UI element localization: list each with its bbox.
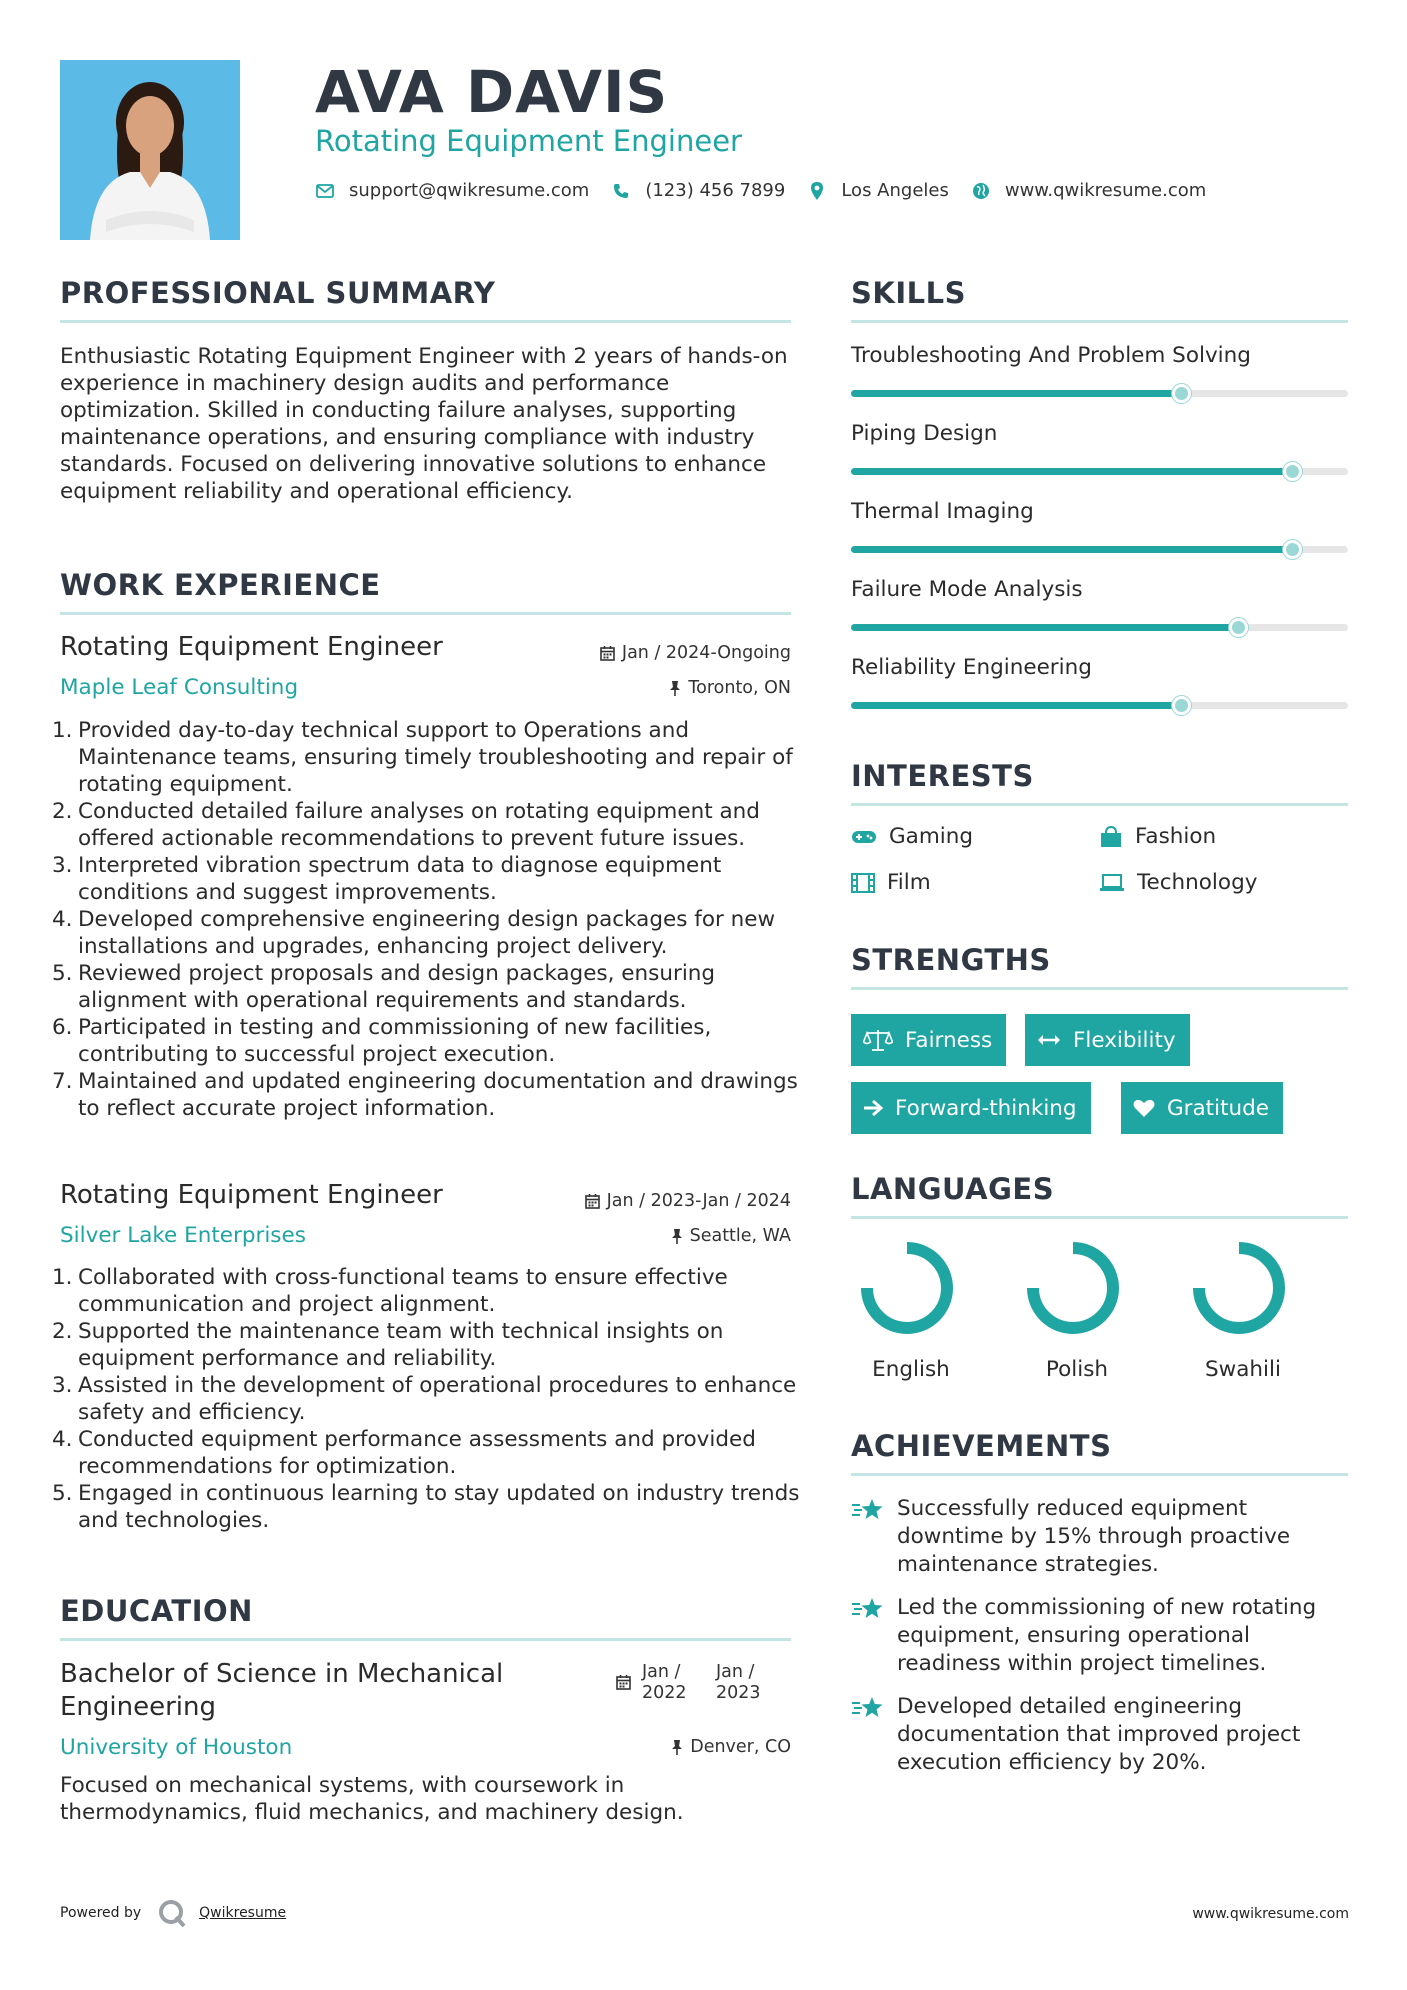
profile-photo xyxy=(60,60,240,240)
education-heading: EDUCATION xyxy=(60,1594,253,1628)
film-icon xyxy=(851,873,875,893)
pushpin-icon xyxy=(669,680,681,697)
school-name: University of Houston xyxy=(60,1735,293,1760)
shooting-star-icon xyxy=(851,1695,885,1721)
skill-bar-fill xyxy=(851,702,1182,709)
footer-powered-by: Powered by Qwikresume xyxy=(60,1898,286,1928)
arrows-horizontal-icon xyxy=(1037,1033,1061,1047)
job-company: Maple Leaf Consulting xyxy=(60,675,299,700)
degree-title: Bachelor of Science in Mechanical Engineering xyxy=(60,1659,504,1722)
list-item: 4. Conducted equipment performance assessments and provided recommendations for optimization. xyxy=(52,1427,756,1479)
skill-bar xyxy=(851,468,1348,475)
interest-item: Technology xyxy=(1099,870,1257,895)
footer-website[interactable]: www.qwikresume.com xyxy=(1192,1906,1349,1922)
skill-bar xyxy=(851,390,1348,397)
contact-email[interactable]: support@qwikresume.com xyxy=(349,180,590,201)
skill-bar-knob xyxy=(1283,540,1302,559)
interests-divider xyxy=(851,803,1348,806)
interest-item: Film xyxy=(851,870,931,895)
language-ring-arc xyxy=(1199,1248,1279,1328)
contact-phone[interactable]: (123) 456 7899 xyxy=(645,180,786,201)
phone-icon xyxy=(611,181,631,201)
candidate-name: AVA DAVIS xyxy=(315,58,669,126)
achievements-divider xyxy=(851,1473,1348,1476)
heart-icon xyxy=(1133,1098,1155,1118)
summary-text: Enthusiastic Rotating Equipment Engineer with 2 years of hands-on experience in machinery design audits and performance optimization. Skilled in conducting failure analyses, supporting maintenance operations, and ensuring compliance with industry standards. Focused on delivering innovative solutions to enhance equipment reliability and operational efficiency. xyxy=(60,344,788,504)
list-item: 3. Interpreted vibration spectrum data to diagnose equipment conditions and suggest improvements. xyxy=(52,853,722,905)
language-ring xyxy=(859,1240,955,1336)
envelope-icon xyxy=(315,181,335,201)
candidate-title: Rotating Equipment Engineer xyxy=(315,124,742,158)
list-item: 5. Engaged in continuous learning to stay updated on industry trends and technologies. xyxy=(52,1481,800,1533)
job-title: Rotating Equipment Engineer xyxy=(60,632,443,662)
skill-bar-fill xyxy=(851,624,1239,631)
job-bullets xyxy=(52,1264,802,1534)
achievement-item: Led the commissioning of new rotating equipment, ensuring operational readiness within project timelines. xyxy=(851,1594,1351,1678)
skills-divider xyxy=(851,320,1348,323)
contact-row xyxy=(315,180,1228,201)
job-date-text: Jan / 2023-Jan / 2024 xyxy=(606,1191,791,1211)
achievement-item: Successfully reduced equipment downtime by 15% through proactive maintenance strategies. xyxy=(851,1495,1351,1579)
interest-item: Fashion xyxy=(1099,824,1216,849)
edu-end-date: Jan / 2023 xyxy=(716,1662,761,1703)
strengths-divider xyxy=(851,987,1348,990)
job-date xyxy=(600,643,791,663)
skill-bar-fill xyxy=(851,390,1182,397)
skill-bar xyxy=(851,702,1348,709)
job-title: Rotating Equipment Engineer xyxy=(60,1180,443,1210)
language-ring xyxy=(1025,1240,1121,1336)
skill-label: Reliability Engineering xyxy=(851,655,1092,680)
job-location xyxy=(671,1226,791,1246)
edu-start-date: Jan / 2022 xyxy=(642,1662,687,1703)
pushpin-icon xyxy=(671,1739,683,1756)
skill-label: Thermal Imaging xyxy=(851,499,1034,524)
list-item: 5. Reviewed project proposals and design packages, ensuring alignment with operational requirements and standards. xyxy=(52,961,716,1013)
strength-badge: Fairness xyxy=(851,1014,1006,1066)
skill-bar-fill xyxy=(851,468,1293,475)
achievement-item: Developed detailed engineering documentation that improved project execution efficiency by 20%. xyxy=(851,1693,1351,1777)
skill-bar-knob xyxy=(1229,618,1248,637)
shooting-star-icon xyxy=(851,1596,885,1622)
footer-brand-link[interactable]: Qwikresume xyxy=(199,1905,287,1921)
shooting-star-icon xyxy=(851,1497,885,1523)
skill-bar-knob xyxy=(1283,462,1302,481)
job-location-text: Seattle, WA xyxy=(689,1226,791,1246)
education-description: Focused on mechanical systems, with coursework in thermodynamics, fluid mechanics, and machinery design. xyxy=(60,1773,684,1825)
job-date-text: Jan / 2024-Ongoing xyxy=(621,643,791,663)
calendar-icon xyxy=(600,645,615,661)
summary-divider xyxy=(60,320,791,323)
language-ring xyxy=(1191,1240,1287,1336)
skill-bar-knob xyxy=(1172,696,1191,715)
language-label: Swahili xyxy=(1205,1357,1281,1382)
laptop-icon xyxy=(1099,874,1125,892)
strength-badge: Gratitude xyxy=(1121,1082,1283,1134)
language-label: English xyxy=(872,1357,950,1382)
language-ring-arc xyxy=(1033,1248,1113,1328)
skill-bar-fill xyxy=(851,546,1293,553)
interest-item: Gaming xyxy=(851,824,973,849)
list-item: 4. Developed comprehensive engineering design packages for new installations and upgrades, enhancing project delivery. xyxy=(52,907,776,959)
skill-bar xyxy=(851,624,1348,631)
arrow-right-icon xyxy=(863,1099,883,1117)
skill-label: Piping Design xyxy=(851,421,998,446)
list-item: 3. Assisted in the development of operational procedures to enhance safety and efficiency. xyxy=(52,1373,797,1425)
shopping-bag-icon xyxy=(1099,826,1123,848)
list-item: 1. Collaborated with cross-functional teams to ensure effective communication and project alignment. xyxy=(52,1265,728,1317)
qwikresume-logo-icon xyxy=(157,1898,187,1928)
list-item: 2. Conducted detailed failure analyses on rotating equipment and offered actionable recommendations to prevent future issues. xyxy=(52,799,760,851)
language-ring-arc xyxy=(867,1248,947,1328)
skill-bar xyxy=(851,546,1348,553)
language-label: Polish xyxy=(1045,1357,1109,1382)
globe-icon xyxy=(971,181,991,201)
languages-divider xyxy=(851,1216,1348,1219)
job-location-text: Toronto, ON xyxy=(688,678,791,698)
skills-heading: SKILLS xyxy=(851,276,966,310)
education-divider xyxy=(60,1638,791,1641)
list-item: 6. Participated in testing and commissioning of new facilities, contributing to successful project execution. xyxy=(52,1015,712,1067)
list-item: 1. Provided day-to-day technical support to Operations and Maintenance teams, ensuring timely troubleshooting and repair of rotating equipment. xyxy=(52,718,793,797)
skill-label: Failure Mode Analysis xyxy=(851,577,1083,602)
skill-label: Troubleshooting And Problem Solving xyxy=(851,343,1251,368)
summary-heading: PROFESSIONAL SUMMARY xyxy=(60,276,496,310)
job-company: Silver Lake Enterprises xyxy=(60,1223,306,1248)
contact-website[interactable]: www.qwikresume.com xyxy=(1004,180,1207,201)
languages-heading: LANGUAGES xyxy=(851,1172,1055,1206)
calendar-icon xyxy=(585,1193,600,1209)
skill-bar-knob xyxy=(1172,384,1191,403)
gamepad-icon xyxy=(851,829,877,845)
balance-scale-icon xyxy=(863,1029,893,1051)
strength-badge: Forward-thinking xyxy=(851,1082,1091,1134)
achievements-heading: ACHIEVEMENTS xyxy=(851,1429,1112,1463)
edu-location: Denver, CO xyxy=(671,1737,791,1757)
contact-location: Los Angeles xyxy=(841,180,949,201)
job-location xyxy=(669,678,791,698)
list-item: 7. Maintained and updated engineering documentation and drawings to reflect accurate project information. xyxy=(52,1069,798,1121)
list-item: 2. Supported the maintenance team with technical insights on equipment performance and reliability. xyxy=(52,1319,724,1371)
experience-heading: WORK EXPERIENCE xyxy=(60,568,381,602)
strengths-heading: STRENGTHS xyxy=(851,943,1051,977)
job-date xyxy=(585,1191,791,1211)
job-bullets xyxy=(52,717,802,1122)
interests-heading: INTERESTS xyxy=(851,759,1034,793)
calendar-icon xyxy=(616,1674,631,1690)
strength-badge: Flexibility xyxy=(1025,1014,1190,1066)
map-pin-icon xyxy=(807,181,827,201)
experience-divider xyxy=(60,612,791,615)
pushpin-icon xyxy=(671,1228,683,1245)
